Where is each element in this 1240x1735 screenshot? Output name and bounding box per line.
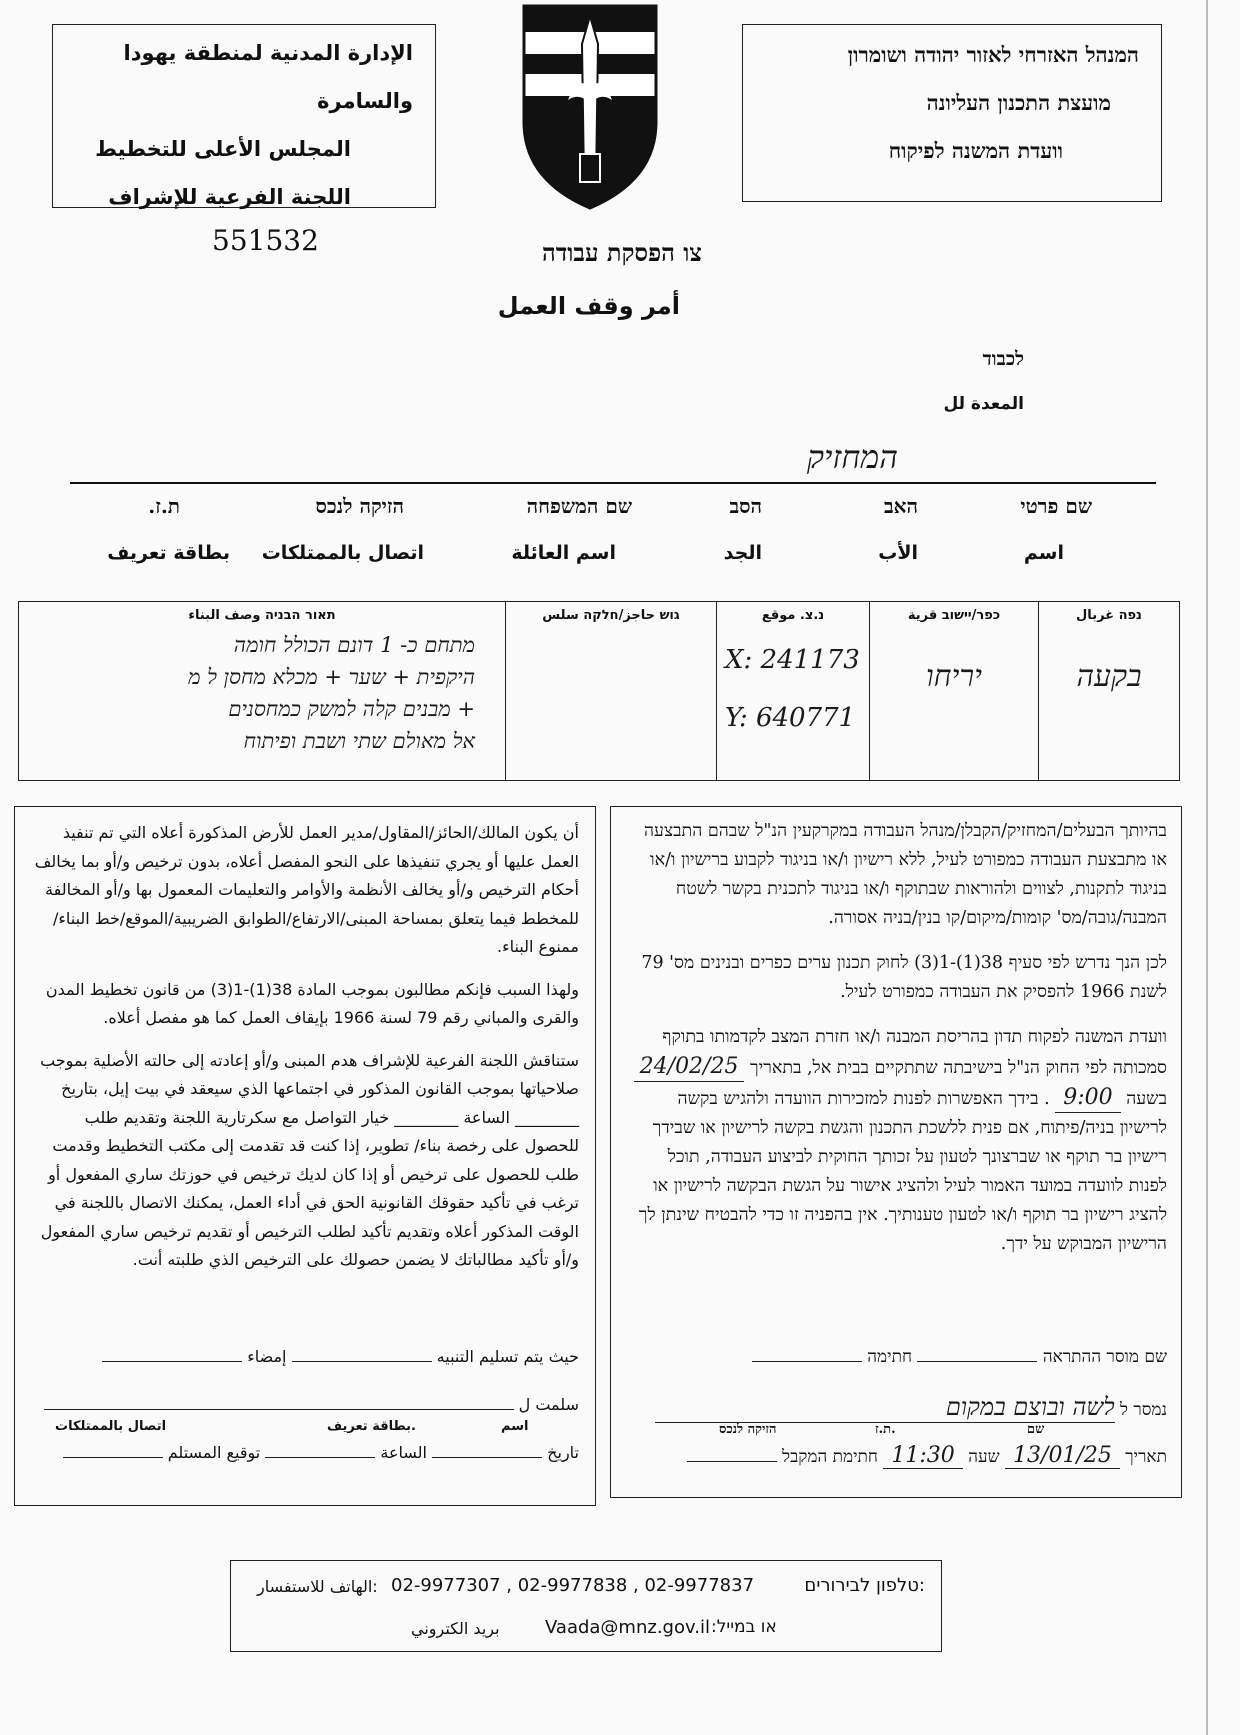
arabic-receiver-sig-line (63, 1457, 163, 1458)
description-header: תאור הבניה وصف البناء (188, 608, 336, 623)
receiver-sig-label: חתימת המקבל (782, 1447, 878, 1467)
delivered-by-label: שם מוסר ההתראה (1042, 1347, 1167, 1367)
arabic-paragraph-3: ستناقش اللجنة الفرعية للإشراف هدم المبنى و/أو إعادته إلى حالته الأصلية بموجب صلاحياتها بموجب القانون المذكور في اجتماعها الذي سيعقد في بيت إيل، بتاريخ ________ الساعة ________ خيار التواصل مع سكرتارية اللجنة وتقديم طلب للحصول على رخصة بناء/ تطوير، إذا كنت قد تقدمت إلى مكتب التخطيط وقدمت طلب للحصول على ترخيص أو إذا كان لديك ترخيص في حوزتك ساري المفعول أو ترغب في تأكيد حقوقك القانونية الحق في أداء العمل، يمكنك الاتصال باللجنة في الوقت المذكور أعلاه وتقديم تأكيد لطلب الترخيص أو تقديم ترخيص ساري المفعول و/أو تأكيد مطالباتك لا يضمن حصولك على الترخيص الذي طلبته أنت. (40, 1050, 579, 1269)
arabic-signature-label: إمضاء (247, 1347, 287, 1366)
hebrew-council-line: מועצת התכנון העליונה (926, 90, 1111, 115)
arabic-council-line: المجلس الأعلى للتخطيط (95, 137, 351, 161)
arabic-committee-line: اللجنة الفرعية للإشراف (108, 185, 351, 209)
description-line-1: מתחם כ- 1 דונם הכולל חומה (233, 633, 475, 657)
field-grandfather-ar: الجد (723, 542, 762, 564)
hebrew-paragraph-3a: וועדת המשנה לפקוח תדון בהריסת המבנה ו/או חזרת המצב לקדמותו בתוקף סמכותה לפי החוק הנ"ל בישיבתה שתתקיים בבית אל, בתאריך (662, 1027, 1167, 1078)
arabic-notice-panel (14, 806, 596, 1506)
field-id-ar: بطاقة تعريف (107, 542, 230, 564)
field-family-he: שם המשפחה (526, 494, 632, 518)
name-label: שם (1027, 1422, 1045, 1437)
recipient-rule (70, 482, 1156, 484)
phone-label-ar: :الهاتف للاستفسار (257, 1577, 378, 1596)
order-number: 551532 (212, 224, 319, 257)
village-cell (870, 602, 1039, 781)
delivery-time: 11:30 (883, 1443, 962, 1469)
arabic-handed-to-label: سلمت ل (518, 1395, 579, 1414)
arabic-admin-line: الإدارة المدنية لمنطقة يهودا والسامرة (123, 41, 413, 113)
delivery-date: 13/01/25 (1005, 1443, 1120, 1469)
arabic-relation-label: اتصال بالممتلكات (55, 1419, 167, 1434)
field-grandfather-he: הסב (729, 494, 762, 518)
arabic-header-box (52, 24, 436, 208)
hebrew-notice-panel (610, 806, 1182, 1498)
field-relation-he: הזיקה לנכס (315, 494, 404, 518)
village-header: כפר/יישוב قرية (907, 608, 1001, 623)
hebrew-paragraph-2: לכן הנך נדרש לפי סעיף 38(1)-1(3) לחוק תכנון ערים כפרים ובנינים מס' 79 לשנת 1966 להפסיק את העבודה כמפורט לעיל. (641, 953, 1167, 1002)
district-header: נפה غربال (1076, 608, 1142, 623)
block-header: גוש حاجز/חלקה سلس (542, 608, 680, 623)
hebrew-admin-line: המנהל האזרחי לאזור יהודה ושומרון (847, 42, 1139, 67)
delivered-to-value: לשה ובוצם במקום (655, 1393, 1115, 1423)
email-address[interactable]: Vaada@mnz.gov.il (545, 1617, 710, 1638)
signature-label: חתימה (867, 1347, 913, 1367)
title-arabic: أمر وقف العمل (497, 292, 680, 320)
civil-administration-emblem (520, 4, 660, 210)
field-relation-ar: اتصال بالممتلكات (261, 542, 424, 564)
description-line-4: אל מאולם שתי ושבת ופיתוח (243, 729, 475, 753)
signature-line (752, 1361, 862, 1362)
hearing-time: 9:00 (1055, 1083, 1120, 1113)
contact-box (230, 1560, 942, 1652)
hebrew-header-box (742, 24, 1162, 202)
to-label-arabic: المعدة لل (943, 394, 1024, 414)
delivered-to-label: נמסר ל (1120, 1400, 1167, 1420)
field-id-he: ת.ז. (148, 494, 180, 518)
coord-y-value: Y: 640771 (725, 703, 856, 733)
arabic-delivered-line (292, 1361, 432, 1362)
hebrew-paragraph-1: בהיותך הבעלים/המחזיק/הקבלן/מנהל העבודה במקרקעין הנ"ל שבהם התבצעה או מתבצעת העבודה כמפורט לעיל, ללא רישיון ו/או בניגוד לקבוע ברישיון ו/או בניגוד לתקנות, לצווים ולהוראות שבתוקף ו/או בניגוד לתכנית בקשר לשטח המבנה/גובה/מס' קומות/מיקום/קו בנין/בניה אסורה. (643, 821, 1167, 928)
block-cell (506, 602, 717, 781)
phone-label-he: טלפון לבירורים: (804, 1575, 925, 1596)
title-hebrew: צו הפסקת עבודה (541, 238, 702, 267)
id-label: ת.ז. (875, 1422, 896, 1437)
hebrew-paragraph-3b: . בידך האפשרות לפנות למזכירות הוועדה ולהגיש בקשה לרישיון בניה/פיתוח, אם פנית ללשכת התכנון והגשת בקשה לרישיון או שבידך רישיון בר תוקף או שברצונך לטעון על זכותך החוקית לביצוע העבודה, תוכל לפנות לוועדה במועד האמור לעיל ולהציג אישור על הגשת הבקשה לרישיון או להציג רישיון בר תוקף ו/או לטעון טענותיך. אין בהפניה זו כדי להבטיח שינתן לך הרישיון המבוקש על ידך. (638, 1089, 1167, 1254)
to-label-hebrew: לכבוד (982, 348, 1024, 370)
scan-edge (1206, 0, 1208, 1735)
hearing-time-label: בשעה (1126, 1089, 1167, 1109)
arabic-date-label: تاريخ (547, 1443, 579, 1462)
delivered-by-line (917, 1361, 1037, 1362)
description-line-2: היקפית + שער + מכלא מחסן ל מ (188, 665, 475, 689)
coord-x-value: X: 241173 (725, 645, 860, 675)
district-value: בקעה (1076, 659, 1142, 694)
arabic-receiver-sig-label: توقيع المستلم (167, 1443, 261, 1462)
description-line-3: + מבנים קלה למשק כמחסנים (228, 697, 475, 721)
village-value: יריחו (926, 659, 982, 694)
coordinates-header: נ.צ. موقع (761, 608, 825, 623)
location-table (18, 601, 1180, 781)
field-family-ar: اسم العائلة (511, 542, 616, 564)
time-label: שעה (968, 1447, 1000, 1467)
date-label: תאריך (1125, 1447, 1167, 1467)
field-father-ar: الأب (878, 542, 918, 564)
arabic-time-label: الساعة (380, 1443, 427, 1462)
arabic-time-line (265, 1457, 375, 1458)
field-father-he: האב (884, 494, 918, 518)
field-first-name-ar: اسم (1023, 542, 1064, 564)
arabic-name-label: اسم (501, 1419, 529, 1434)
recipient-handwritten: המחזיק (806, 438, 898, 476)
arabic-delivered-label: حيث يتم تسليم التنبيه (436, 1347, 579, 1366)
hebrew-committee-line: וועדת המשנה לפיקוח (888, 138, 1063, 163)
email-label-ar: بريد الكتروني (411, 1619, 500, 1638)
arabic-date-line (432, 1457, 542, 1458)
field-first-name-he: שם פרטי (1020, 494, 1092, 518)
arabic-paragraph-2: ولهذا السبب فإنكم مطالبون بموجب المادة 38(1)-1(3) من قانون تخطيط المدن والقرى والمباني رقم 79 لسنة 1966 بإيقاف العمل كما هو مفصل أعلاه. (45, 979, 579, 1027)
description-cell (19, 602, 506, 781)
arabic-handed-to-line (44, 1409, 514, 1410)
coordinates-cell (717, 602, 870, 781)
relation-label: הזיקה לנכס (719, 1422, 777, 1437)
receiver-sig-line (687, 1461, 777, 1462)
arabic-id-label: بطاقة تعريف. (327, 1419, 416, 1434)
hearing-date: 24/02/25 (634, 1052, 745, 1082)
email-label-he: או במייל: (711, 1617, 777, 1637)
arabic-signature-line (102, 1361, 242, 1362)
district-cell (1039, 602, 1180, 781)
phone-numbers: 02-9977307 , 02-9977838 , 02-9977837 (391, 1575, 755, 1596)
arabic-paragraph-1: أن يكون المالك/الحائز/المقاول/مدير العمل للأرض المذكورة أعلاه التي تم تنفيذ العمل عليها أو يجري تنفيذها على النحو المفصل أعلاه، بدون ترخيص و/أو بما يخالف أحكام الترخيص و/أو يخالف الأنظمة والأوامر والتعليمات المعمول بها و/أو المخالفة للمخطط فيما يتعلق بمساحة المبنى/الارتفاع/الطوابق الضريبية/الموقع/خط البناء/ممنوع البناء. (34, 823, 579, 956)
